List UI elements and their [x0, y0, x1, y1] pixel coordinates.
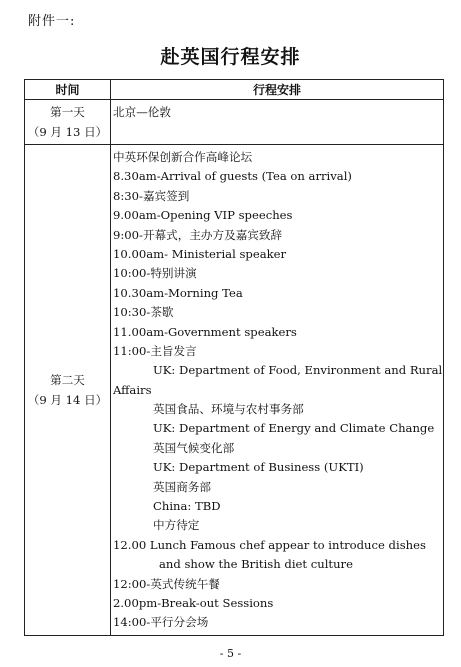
- schedule-line: 12.00 Lunch Famous chef appear to introduce dishes: [113, 537, 426, 552]
- schedule-line: China: TBD: [153, 499, 221, 514]
- schedule-line: 11:00-主旨发言: [113, 343, 197, 358]
- schedule-line: 9.00am-Opening VIP speeches: [113, 208, 293, 223]
- schedule-line: 英国食品、环境与农村事务部: [153, 402, 304, 417]
- day2-cell: [25, 145, 111, 636]
- schedule-line: 10.00am- Ministerial speaker: [113, 246, 287, 261]
- schedule-line: UK: Department of Energy and Climate Change: [153, 421, 435, 436]
- schedule-line: 中方待定: [153, 518, 200, 533]
- schedule-line: 英国商务部: [153, 479, 211, 494]
- day2-label: 第二天: [50, 372, 85, 387]
- document-title: 赴英国行程安排: [160, 46, 301, 68]
- schedule-line: 英国气候变化部: [153, 440, 235, 455]
- schedule-line: 8.30am-Arrival of guests (Tea on arrival): [113, 169, 352, 184]
- schedule-line: 中英环保创新合作高峰论坛: [113, 150, 253, 164]
- schedule-line: UK: Department of Business (UKTI): [153, 460, 364, 475]
- schedule-line: 11.00am-Government speakers: [113, 324, 297, 339]
- schedule-line: 10.30am-Morning Tea: [113, 285, 243, 300]
- schedule-line: 10:00-特别讲演: [113, 266, 197, 281]
- table-row-day2: [25, 145, 444, 636]
- schedule-line: 12:00-英式传统午餐: [113, 576, 220, 591]
- schedule-line: 14:00-平行分会场: [113, 615, 209, 630]
- schedule-line: and show the British diet culture: [159, 557, 353, 572]
- day2-date: （9 月 14 日）: [27, 392, 108, 407]
- table-header-row: [25, 80, 444, 100]
- schedule-line: 2.00pm-Break-out Sessions: [113, 595, 274, 610]
- schedule-line: 10:30-茶歇: [113, 305, 174, 320]
- day1-content-cell: [111, 100, 444, 145]
- schedule-line: 9:00-开幕式，主办方及嘉宾致辞: [113, 227, 283, 242]
- day1-date: （9 月 13 日）: [27, 125, 108, 139]
- attachment-label: 附件一:: [28, 14, 76, 29]
- page-number: - 5 -: [219, 647, 242, 660]
- day1-cell: [25, 100, 111, 145]
- column-header-schedule: 行程安排: [111, 80, 444, 100]
- day1-content: 北京—伦敦: [113, 105, 171, 119]
- table-row-day1: [25, 100, 444, 145]
- schedule-table: [24, 79, 444, 636]
- day1-label: 第一天: [50, 105, 85, 119]
- schedule-line: Affairs: [113, 382, 152, 397]
- column-header-time: 时间: [25, 80, 111, 100]
- schedule-line: 8:30-嘉宾签到: [113, 188, 190, 203]
- schedule-line: UK: Department of Food, Environment and Rural: [153, 363, 443, 378]
- day2-content-cell: [111, 145, 444, 636]
